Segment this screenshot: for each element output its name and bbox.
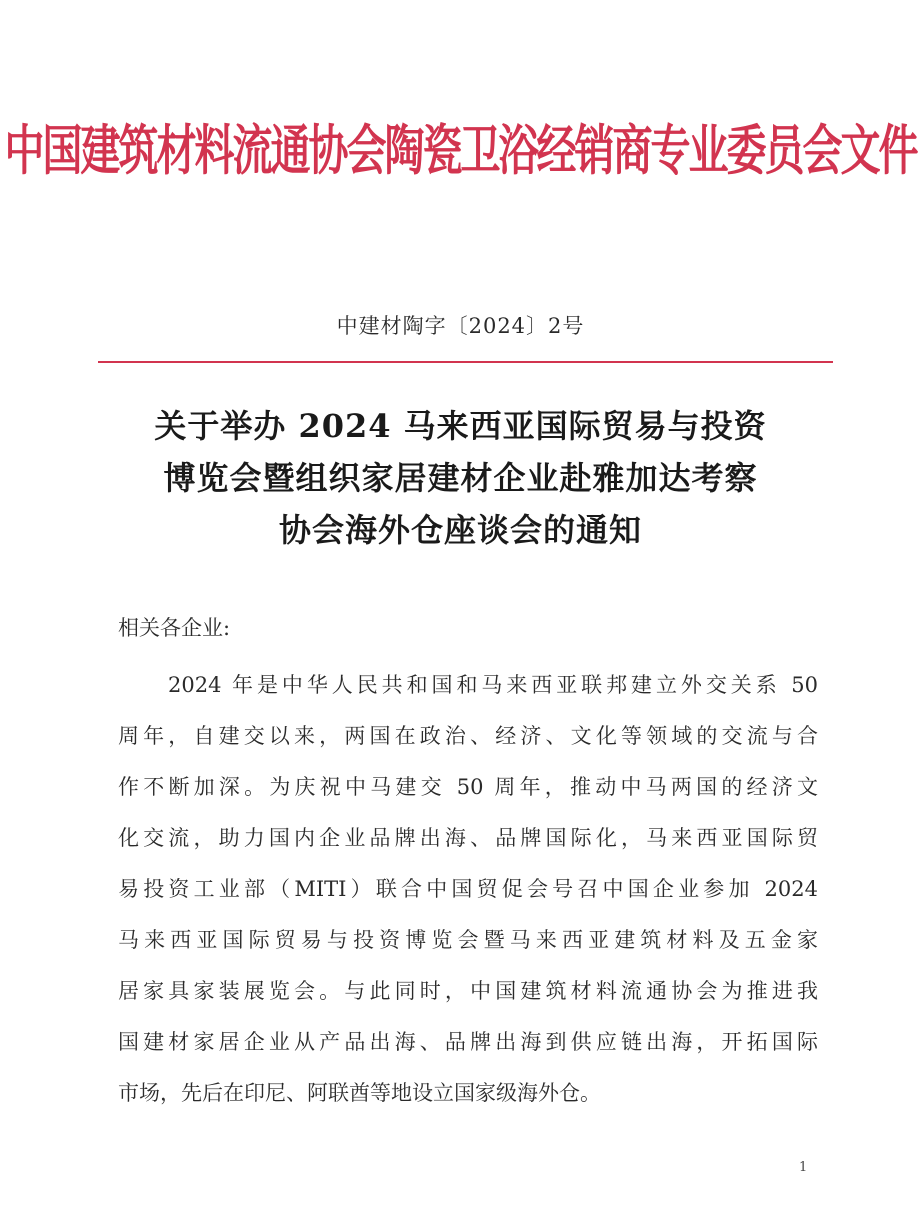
body-line: 化交流，助力国内企业品牌出海、品牌国际化，马来西亚国际贸: [118, 826, 818, 850]
masthead-divider: [98, 361, 833, 363]
notice-title-line: 关于举办 2024 马来西亚国际贸易与投资: [154, 407, 767, 445]
document-masthead: 中国建筑材料流通协会陶瓷卫浴经销商专业委员会文件: [4, 118, 917, 183]
notice-title: [0, 400, 921, 556]
body-line: 周年，自建交以来，两国在政治、经济、文化等领域的交流与合: [118, 724, 818, 748]
body-line: 马来西亚国际贸易与投资博览会暨马来西亚建筑材料及五金家: [118, 928, 818, 952]
salutation: 相关各企业:: [118, 616, 231, 640]
body-line: 市场，先后在印尼、阿联酋等地设立国家级海外仓。: [118, 1081, 601, 1105]
body-line: 易投资工业部（MITI）联合中国贸促会号召中国企业参加 2024: [118, 877, 818, 901]
body-line: 作不断加深。为庆祝中马建交 50 周年，推动中马两国的经济文: [118, 775, 818, 799]
body-line: 2024 年是中华人民共和国和马来西亚联邦建立外交关系 50: [168, 673, 818, 697]
body-line: 居家具家装展览会。与此同时，中国建筑材料流通协会为推进我: [118, 979, 818, 1003]
notice-title-line: 博览会暨组织家居建材企业赴雅加达考察: [163, 459, 758, 497]
document-number: 中建材陶字〔2024〕2号: [336, 314, 585, 338]
body-paragraph: [118, 660, 818, 1119]
notice-title-line: 协会海外仓座谈会的通知: [278, 511, 642, 549]
body-line: 国建材家居企业从产品出海、品牌出海到供应链出海，开拓国际: [118, 1030, 818, 1054]
page-number: 1: [799, 1160, 808, 1175]
